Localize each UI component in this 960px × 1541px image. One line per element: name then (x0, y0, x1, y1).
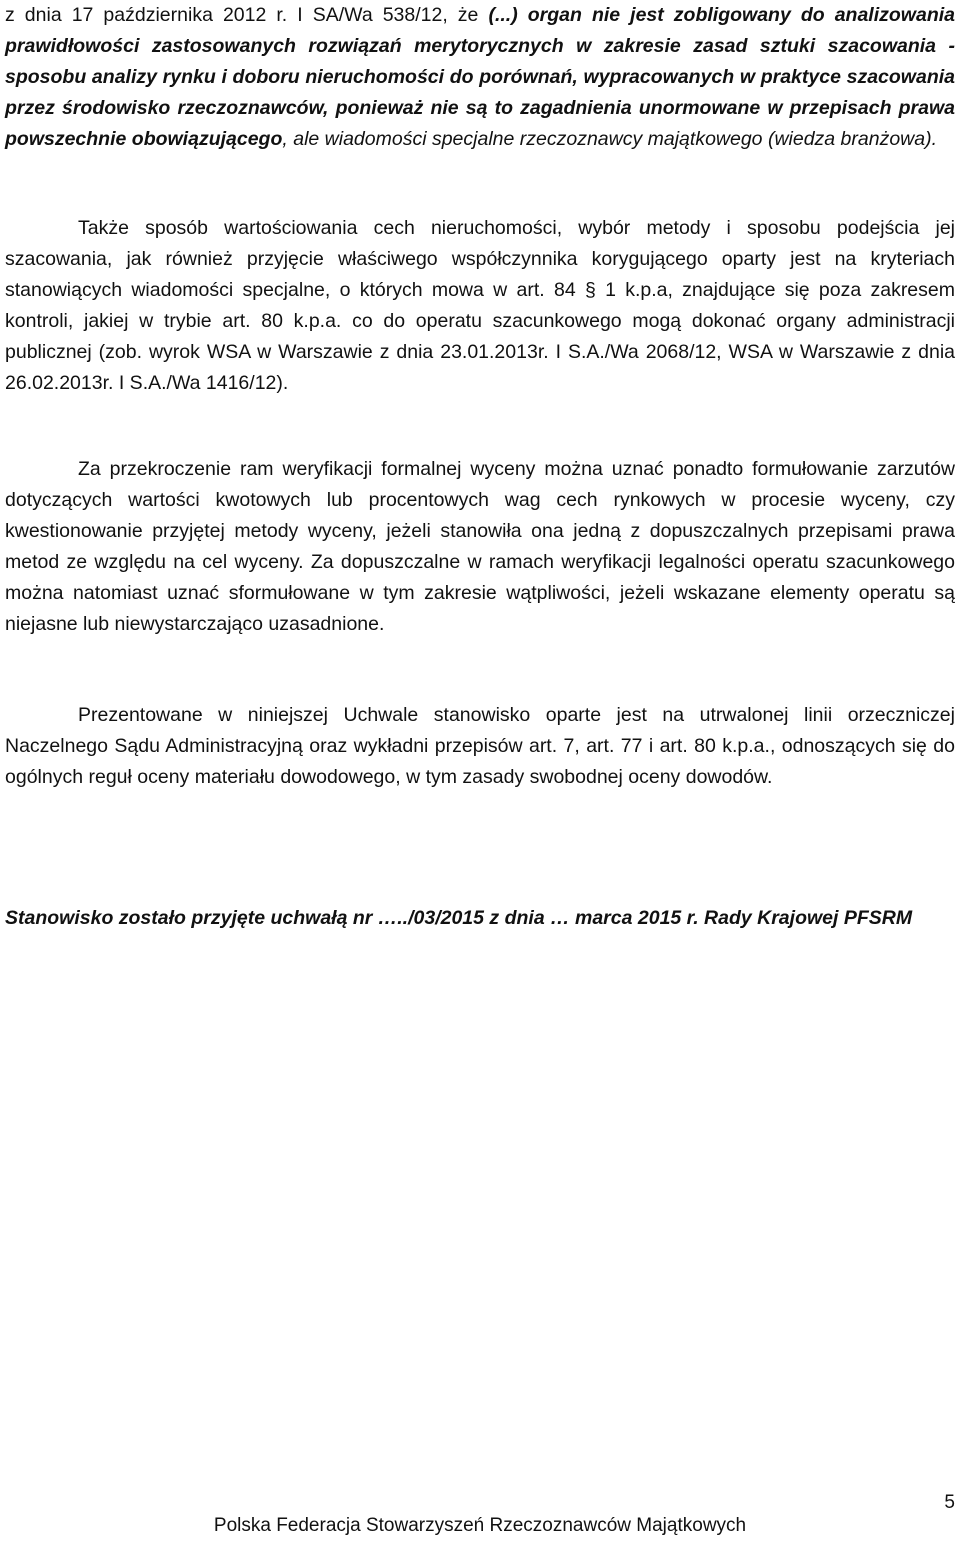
citation-lead: z dnia 17 października 2012 r. I SA/Wa 538/12, że (5, 4, 489, 26)
paragraph-formal-verification (5, 454, 955, 640)
paragraph-text: Za przekroczenie ram weryfikacji formalnej wyceny można uznać ponadto formułowanie zarzutów dotyczących wartości kwotowych lub procentowych wag cech rynkowych w procesie wyceny, czy kwestionowanie przyjętej metody wyceny, jeżeli stanowiła ona jedną z dopuszczalnych przepisami prawa metod ze względu na cel wyceny. Za dopuszczalne w ramach weryfikacji legalności operatu szacunkowego można natomiast uznać sformułowane w tym zakresie wątpliwości, jeżeli wskazane elementy operatu są niejasne lub niewystarczająco uzasadnione. (5, 458, 955, 635)
closing-statement: Stanowisko zostało przyjęte uchwałą nr …../03/2015 z dnia … marca 2015 r. Rady Krajowej PFSRM (5, 907, 913, 929)
paragraph-valuation-features (5, 213, 955, 399)
page-number: 5 (944, 1492, 955, 1513)
citation-quote-tail: , ale wiadomości specjalne rzeczoznawcy majątkowego (wiedza branżowa). (282, 128, 938, 150)
paragraph-citation (5, 0, 955, 155)
page-footer: Polska Federacja Stowarzyszeń Rzeczoznawców Majątkowych (213, 1515, 747, 1536)
paragraph-case-law (5, 700, 955, 793)
citation-quote: (...) organ nie jest zobligowany do analizowania prawidłowości zastosowanych rozwiązań merytorycznych w zakresie zasad sztuki szacowania - sposobu analizy rynku i doboru nieruchomości do porównań, wypracowanych w praktyce szacowania przez środowisko rzeczoznawców, ponieważ nie są to zagadnienia unormowane w przepisach prawa powszechnie obowiązującego (5, 4, 955, 150)
paragraph-text: Także sposób wartościowania cech nieruchomości, wybór metody i sposobu podejścia jej szacowania, jak również przyjęcie właściwego współczynnika korygującego oparty jest na kryteriach stanowiących wiadomości specjalne, o których mowa w art. 84 § 1 k.p.a, znajdujące się poza zakresem kontroli, jakiej w trybie art. 80 k.p.a. co do operatu szacunkowego mogą dokonać organy administracji publicznej (zob. wyrok WSA w Warszawie z dnia 23.01.2013r. I S.A./Wa 2068/12, WSA w Warszawie z dnia 26.02.2013r. I S.A./Wa 1416/12). (5, 217, 955, 394)
paragraph-text: Prezentowane w niniejszej Uchwale stanowisko oparte jest na utrwalonej linii orzeczniczej Naczelnego Sądu Administracyjną oraz wykładni przepisów art. 7, art. 77 i art. 80 k.p.a., odnoszących się do ogólnych reguł oceny materiału dowodowego, w tym zasady swobodnej oceny dowodów. (5, 704, 955, 788)
